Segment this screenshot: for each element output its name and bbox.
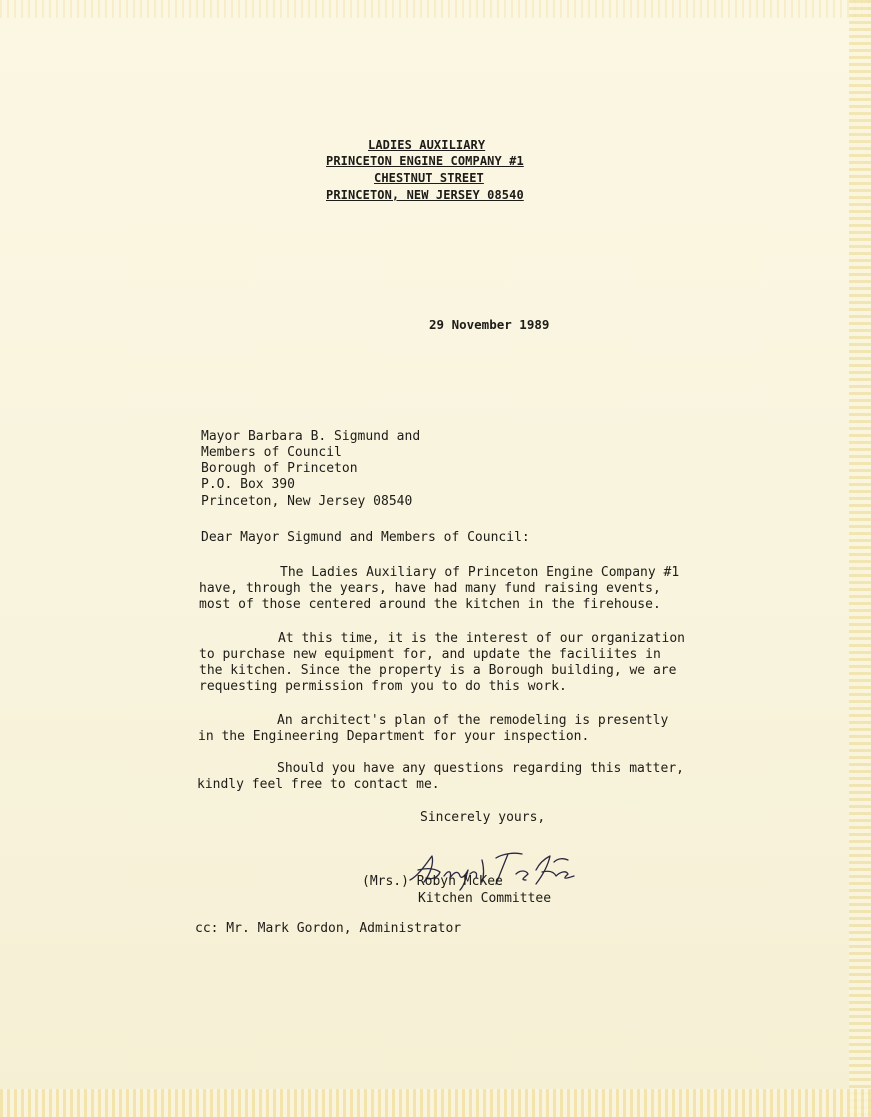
recipient-line-1: Mayor Barbara B. Sigmund and [201, 429, 421, 444]
paragraph-2-line: the kitchen. Since the property is a Borough building, we are [199, 663, 677, 678]
paper-edge-bottom [0, 1089, 871, 1117]
paragraph-4-line: kindly feel free to contact me. [197, 777, 440, 792]
paragraph-3-line: in the Engineering Department for your inspection. [198, 729, 590, 744]
closing: Sincerely yours, [420, 810, 546, 825]
letterhead-line-2: PRINCETON ENGINE COMPANY #1 [326, 154, 524, 168]
signer-title: Kitchen Committee [418, 891, 552, 906]
recipient-line-3: Borough of Princeton [201, 461, 358, 476]
cc-line: cc: Mr. Mark Gordon, Administrator [195, 921, 462, 936]
recipient-line-5: Princeton, New Jersey 08540 [201, 494, 413, 509]
paragraph-1-line: have, through the years, have had many fund raising events, [199, 581, 661, 596]
paragraph-2-line: requesting permission from you to do this work. [199, 679, 567, 694]
paper-edge-top [0, 0, 871, 18]
paragraph-2-line: to purchase new equipment for, and update the faciliites in [199, 647, 661, 662]
paragraph-2-line: At this time, it is the interest of our organization [278, 631, 685, 646]
letterhead-line-3: CHESTNUT STREET [374, 171, 484, 185]
letterhead-line-1: LADIES AUXILIARY [368, 138, 486, 152]
signer-name: (Mrs.) Robyn McKee [362, 874, 503, 889]
salutation: Dear Mayor Sigmund and Members of Council: [201, 530, 530, 545]
paper-edge-right [849, 0, 871, 1117]
paragraph-1-line: The Ladies Auxiliary of Princeton Engine Company #1 [280, 565, 680, 580]
letter-date: 29 November 1989 [429, 317, 550, 332]
letterhead-line-4: PRINCETON, NEW JERSEY 08540 [326, 188, 524, 202]
paragraph-4-line: Should you have any questions regarding this matter, [277, 761, 684, 776]
recipient-line-4: P.O. Box 390 [201, 477, 295, 492]
paragraph-1-line: most of those centered around the kitchen in the firehouse. [199, 597, 661, 612]
paragraph-3-line: An architect's plan of the remodeling is presently [277, 713, 669, 728]
recipient-line-2: Members of Council [201, 445, 342, 460]
